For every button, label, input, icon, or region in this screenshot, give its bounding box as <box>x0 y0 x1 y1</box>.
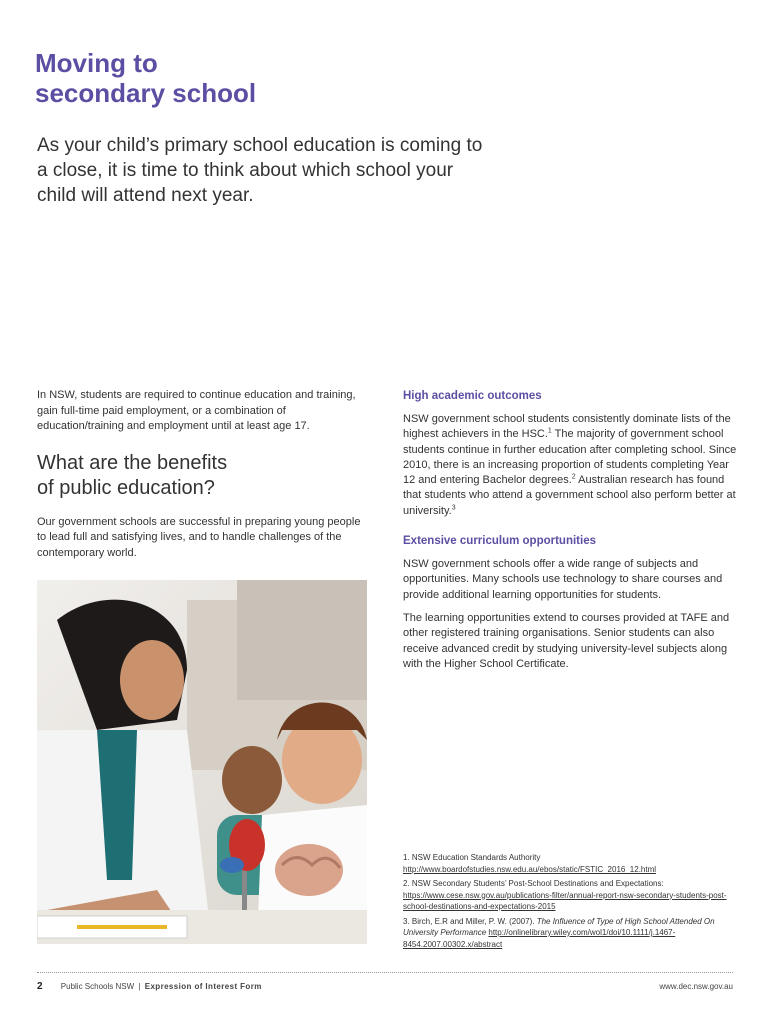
footer-divider <box>37 972 733 973</box>
academic-text-part1: NSW government school students consistently dominate lists of the highest achievers in the HSC. <box>403 413 731 441</box>
footer-website[interactable]: www.dec.nsw.gov.au <box>659 982 733 991</box>
classroom-photo <box>37 580 367 944</box>
page-footer <box>37 981 733 993</box>
age-requirement-text: In NSW, students are required to continue education and training, gain full-time paid employment, or a combination of education/training and employment until at least age 17. <box>37 389 356 432</box>
footnotes <box>403 852 738 953</box>
footer-form-name: Expression of Interest Form <box>144 982 262 991</box>
benefits-text: Our government schools are successful in preparing young people to lead full and satisfying lives, and to handle challenges of the contemporary world. <box>37 515 361 559</box>
footnote-1 <box>403 852 738 875</box>
footer-brand: Public Schools NSW <box>60 982 135 991</box>
footnote-3-text: 3. Birch, E.R and Miller, P. W. (2007). <box>403 916 537 926</box>
classroom-photo-illustration <box>37 580 367 944</box>
page-title-line1: Moving to <box>35 48 158 78</box>
footnote-1-text: 1. NSW Education Standards Authority <box>403 853 541 862</box>
page-number: 2 <box>37 981 43 992</box>
footnote-3 <box>403 916 738 951</box>
learning-opportunities-text: The learning opportunities extend to courses provided at TAFE and other registered training organisations. Senior students can also receive advanced credit by studying university-level subjects along with the Higher School Certificate. <box>403 611 730 670</box>
footnote-ref-3: 3 <box>451 504 456 512</box>
footnote-ref-1: 1 <box>547 427 552 435</box>
footnote-2-link[interactable]: https://www.cese.nsw.gov.au/publications-filter/annual-report-nsw-secondary-students-post-school-destinations-and-expectations-2015 <box>403 890 727 911</box>
footnote-2-text: 2. NSW Secondary Students’ Post-School Destinations and Expectations: <box>403 879 664 888</box>
benefits-heading <box>37 451 372 501</box>
left-column <box>37 388 372 561</box>
academic-text-part2: The majority of government school students continue in further education after completing school. Since 2010, there is an increasing proportion of students completing Year 12 and entering Bachelor degrees. <box>403 428 737 487</box>
page-title-line2: secondary school <box>35 78 257 108</box>
footnote-ref-2: 2 <box>571 473 576 481</box>
intro-text: As your child’s primary school education is coming to a close, it is time to think about which school your child will attend next year. <box>37 135 483 206</box>
academic-outcomes-text <box>403 412 738 519</box>
page-title <box>35 48 256 108</box>
footnote-3-title: The Influence of Type of High School Attended On University Performance <box>403 916 715 937</box>
benefits-heading-line1: What are the benefits <box>37 451 228 474</box>
right-column <box>403 388 738 680</box>
benefits-heading-line2: of public education? <box>37 476 215 499</box>
curriculum-text: NSW government schools offer a wide range of subjects and opportunities. Many schools use technology to share courses and provide additional learning opportunities for students. <box>403 558 723 601</box>
footnote-3-link[interactable]: http://onlinelibrary.wiley.com/wol1/doi/10.1111/j.1467-8454.2007.00302.x/abstract <box>403 928 676 949</box>
curriculum-heading: Extensive curriculum opportunities <box>403 535 596 548</box>
footnote-2 <box>403 878 738 913</box>
academic-text-part3: Australian research has found that students who attend a government school also perform better at university. <box>403 474 736 517</box>
footnote-1-link[interactable]: http://www.boardofstudies.nsw.edu.au/ebos/static/FSTIC_2016_12.html <box>403 864 657 874</box>
footer-separator: | <box>138 982 141 991</box>
academic-outcomes-heading: High academic outcomes <box>403 390 542 402</box>
